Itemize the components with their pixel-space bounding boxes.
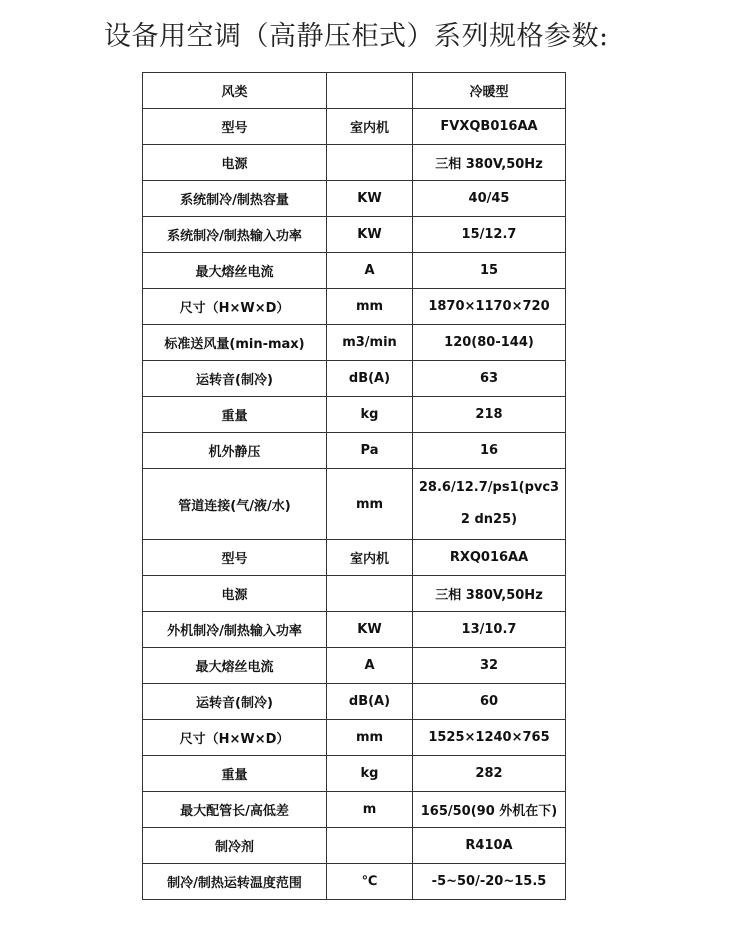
table-row — [143, 109, 566, 145]
row-label: 电源 — [143, 145, 327, 181]
row-unit: 室内机 — [327, 109, 413, 145]
table-row — [143, 253, 566, 289]
table-row — [143, 361, 566, 397]
row-value: -5~50/-20~15.5 — [413, 864, 566, 900]
table-row — [143, 612, 566, 648]
row-unit: kg — [327, 397, 413, 433]
row-unit: 室内机 — [327, 540, 413, 576]
spec-table — [142, 72, 566, 900]
row-value: 63 — [413, 361, 566, 397]
table-row — [143, 540, 566, 576]
row-value: 40/45 — [413, 181, 566, 217]
row-unit: KW — [327, 217, 413, 253]
table-row — [143, 576, 566, 612]
row-label: 重量 — [143, 756, 327, 792]
row-label: 运转音(制冷) — [143, 361, 327, 397]
row-unit: Pa — [327, 433, 413, 469]
row-unit: A — [327, 253, 413, 289]
row-value: 1870×1170×720 — [413, 289, 566, 325]
row-unit: mm — [327, 289, 413, 325]
row-label: 制冷剂 — [143, 828, 327, 864]
table-row — [143, 217, 566, 253]
row-value: 13/10.7 — [413, 612, 566, 648]
row-unit — [327, 145, 413, 181]
table-row — [143, 289, 566, 325]
row-unit — [327, 73, 413, 109]
row-value: 165/50(90 外机在下) — [413, 792, 566, 828]
row-value: 1525×1240×765 — [413, 720, 566, 756]
row-label: 最大熔丝电流 — [143, 648, 327, 684]
row-label: 电源 — [143, 576, 327, 612]
table-row — [143, 828, 566, 864]
row-value: RXQ016AA — [413, 540, 566, 576]
row-label: 外机制冷/制热输入功率 — [143, 612, 327, 648]
table-row — [143, 181, 566, 217]
row-label: 运转音(制冷) — [143, 684, 327, 720]
table-row — [143, 145, 566, 181]
row-value: 28.6/12.7/ps1(pvc32 dn25) — [413, 469, 566, 540]
table-row — [143, 469, 566, 540]
row-value: 32 — [413, 648, 566, 684]
row-value: 16 — [413, 433, 566, 469]
row-label: 风类 — [143, 73, 327, 109]
row-value: 120(80-144) — [413, 325, 566, 361]
row-unit: KW — [327, 612, 413, 648]
row-label: 最大配管长/高低差 — [143, 792, 327, 828]
row-label: 制冷/制热运转温度范围 — [143, 864, 327, 900]
row-label: 系统制冷/制热输入功率 — [143, 217, 327, 253]
row-unit: m — [327, 792, 413, 828]
row-unit: KW — [327, 181, 413, 217]
row-value: 15 — [413, 253, 566, 289]
row-unit: ℃ — [327, 864, 413, 900]
row-label: 最大熔丝电流 — [143, 253, 327, 289]
row-label: 系统制冷/制热容量 — [143, 181, 327, 217]
row-label: 重量 — [143, 397, 327, 433]
row-value: 三相 380V,50Hz — [413, 576, 566, 612]
row-label: 管道连接(气/液/水) — [143, 469, 327, 540]
table-row — [143, 864, 566, 900]
row-value: 282 — [413, 756, 566, 792]
table-row — [143, 325, 566, 361]
row-label: 机外静压 — [143, 433, 327, 469]
page-title: 设备用空调（高静压柜式）系列规格参数: — [104, 21, 609, 52]
table-row — [143, 792, 566, 828]
row-value: FVXQB016AA — [413, 109, 566, 145]
row-unit: kg — [327, 756, 413, 792]
row-label: 尺寸（H×W×D） — [143, 720, 327, 756]
row-unit: mm — [327, 720, 413, 756]
row-label: 标准送风量(min-max) — [143, 325, 327, 361]
row-unit: mm — [327, 469, 413, 540]
row-label: 尺寸（H×W×D） — [143, 289, 327, 325]
row-unit — [327, 576, 413, 612]
row-unit — [327, 828, 413, 864]
row-unit: dB(A) — [327, 684, 413, 720]
row-value: 15/12.7 — [413, 217, 566, 253]
row-value: 三相 380V,50Hz — [413, 145, 566, 181]
row-label: 型号 — [143, 109, 327, 145]
row-value: 60 — [413, 684, 566, 720]
table-row — [143, 433, 566, 469]
row-unit: A — [327, 648, 413, 684]
row-label: 型号 — [143, 540, 327, 576]
row-value: R410A — [413, 828, 566, 864]
table-row — [143, 397, 566, 433]
row-unit: dB(A) — [327, 361, 413, 397]
table-row — [143, 720, 566, 756]
row-value: 冷暖型 — [413, 73, 566, 109]
table-row — [143, 73, 566, 109]
table-row — [143, 648, 566, 684]
row-value: 218 — [413, 397, 566, 433]
table-row — [143, 756, 566, 792]
row-unit: m3/min — [327, 325, 413, 361]
table-row — [143, 684, 566, 720]
